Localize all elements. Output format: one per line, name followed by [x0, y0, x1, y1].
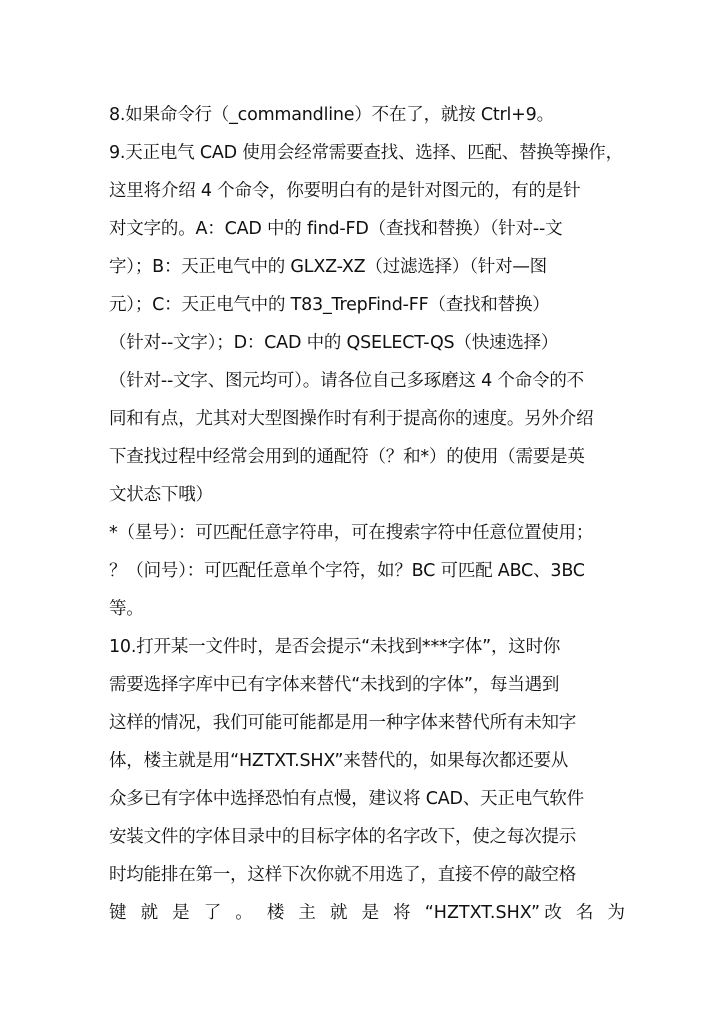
text-line: 这样的情况，我们可能可能都是用一种字体来替代所有未知字 — [109, 713, 577, 733]
text-line: 体，楼主就是用“HZTXT.SHX”来替代的，如果每次都还要从 — [109, 751, 569, 771]
text-line: （针对--文字）；D：CAD 中的 QSELECT-QS（快速选择） — [109, 333, 559, 353]
text-line: 等。 — [109, 599, 144, 619]
text-line: 同和有点，尤其对大型图操作时有利于提高你的速度。另外介绍 — [109, 409, 594, 429]
text-line: 文状态下哦） — [109, 485, 213, 505]
text-line: 安装文件的字体目录中的目标字体的名字改下，使之每次提示 — [109, 827, 577, 847]
text-line: 需要选择字库中已有字体来替代“未找到的字体”，每当遇到 — [109, 675, 560, 695]
text-line: 对文字的。A：CAD 中的 find-FD（查找和替换）（针对--文 — [109, 219, 563, 239]
text-line: 下查找过程中经常会用到的通配符（？和*）的使用（需要是英 — [109, 447, 585, 467]
text-line: 9.天正电气 CAD 使用会经常需要查找、选择、匹配、替换等操作， — [109, 143, 623, 163]
text-line: ？（问号）：可匹配任意单个字符，如？BC 可匹配 ABC、3BC — [109, 561, 585, 581]
text-line: 10.打开某一文件时，是否会提示“未找到***字体”，这时你 — [109, 637, 561, 657]
text-line: 众多已有字体中选择恐怕有点慢，建议将 CAD、天正电气软件 — [109, 789, 584, 809]
text-line: 这里将介绍 4 个命令，你要明白有的是针对图元的，有的是针 — [109, 181, 581, 201]
text-line: （针对--文字、图元均可）。请各位自己多琢磨这 4 个命令的不 — [109, 371, 584, 391]
text-line: 8.如果命令行（_commandline）不在了，就按 Ctrl+9。 — [109, 105, 554, 125]
text-line: 键 就 是 了 。 楼 主 就 是 将 “HZTXT.SHX”改 名 为 — [109, 903, 625, 923]
text-line: *（星号）：可匹配任意字符串，可在搜索字符中任意位置使用； — [109, 523, 594, 543]
body-text — [109, 96, 625, 932]
text-line: 字）；B：天正电气中的 GLXZ-XZ（过滤选择）（针对—图 — [109, 257, 547, 277]
text-line: 元）；C：天正电气中的 T83_TrepFind-FF（查找和替换） — [109, 295, 550, 315]
text-line: 时均能排在第一，这样下次你就不用选了，直接不停的敲空格 — [109, 865, 577, 885]
